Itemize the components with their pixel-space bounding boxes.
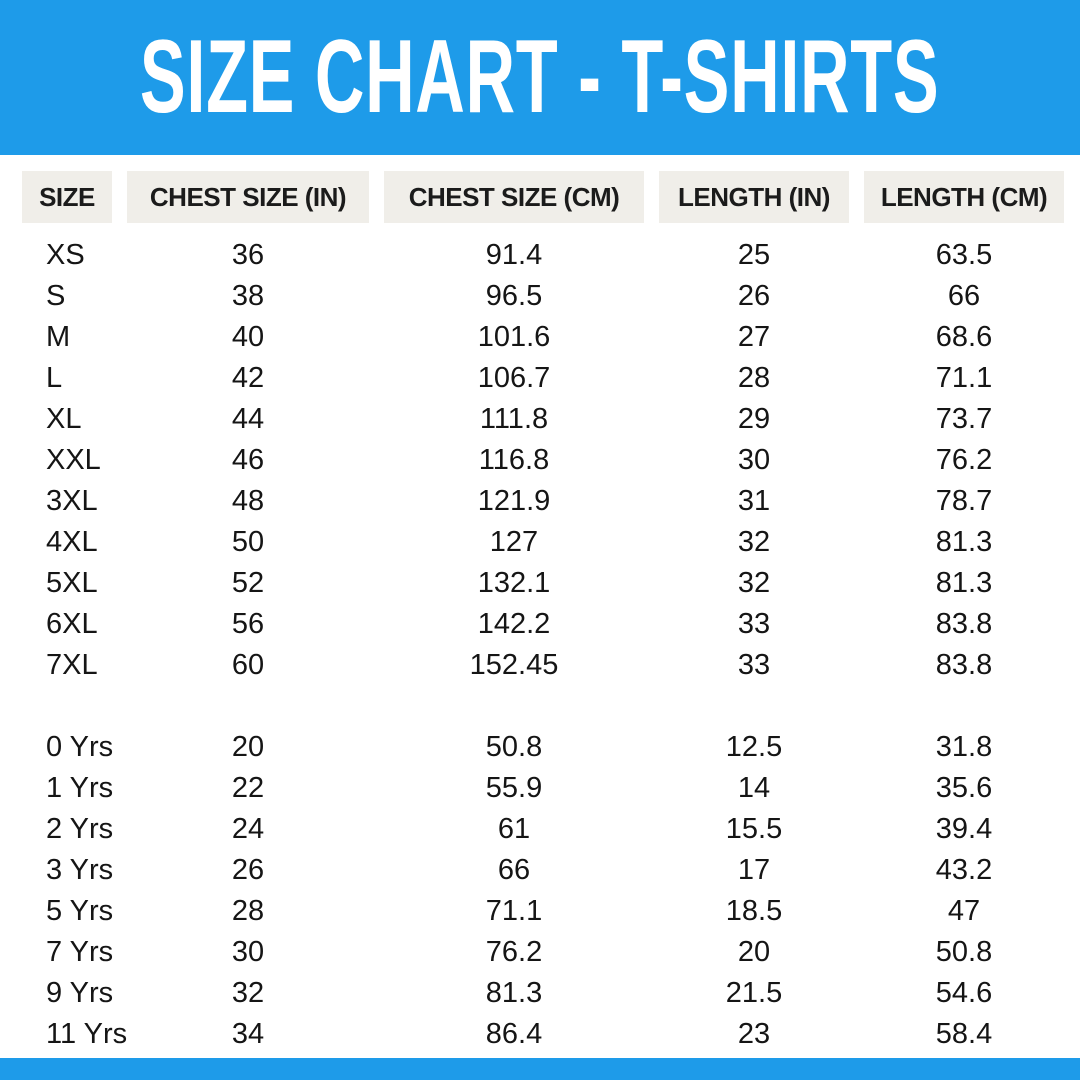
value-cell: 31.8 [935, 731, 993, 763]
value-cell: 43.2 [935, 854, 993, 886]
value-cell: 20 [231, 731, 265, 763]
value-cell: 44 [231, 403, 265, 435]
column-header-length-cm [864, 171, 1064, 223]
table-row [22, 850, 1080, 891]
size-label-cell: 2 Yrs [46, 813, 114, 845]
value-cell: 20 [737, 936, 771, 968]
value-cell: 24 [231, 813, 265, 845]
value-cell: 55.9 [485, 772, 543, 804]
value-cell: 76.2 [935, 444, 993, 476]
value-cell: 30 [737, 444, 771, 476]
value-cell: 81.3 [935, 567, 993, 599]
value-cell: 101.6 [477, 321, 551, 353]
table-row [22, 973, 1080, 1014]
value-cell: 78.7 [935, 485, 993, 517]
value-cell: 106.7 [477, 362, 551, 394]
value-cell: 81.3 [935, 526, 993, 558]
size-label-cell: XL [46, 403, 82, 435]
column-header-label: CHEST SIZE (IN) [149, 181, 347, 212]
value-cell: 42 [231, 362, 265, 394]
column-header-length-in [659, 171, 849, 223]
value-cell: 50 [231, 526, 265, 558]
size-label-cell: 9 Yrs [46, 977, 114, 1009]
size-label-cell: XS [46, 239, 85, 271]
size-label-cell: 7XL [46, 649, 98, 681]
column-header-label: CHEST SIZE (CM) [408, 181, 620, 212]
table-row [22, 1014, 1080, 1055]
column-header-size [22, 171, 112, 223]
value-cell: 96.5 [485, 280, 543, 312]
table-row [22, 932, 1080, 973]
size-label-cell: 11 Yrs [46, 1018, 128, 1050]
value-cell: 33 [737, 649, 771, 681]
value-cell: 83.8 [935, 649, 993, 681]
value-cell: 26 [737, 280, 771, 312]
value-cell: 121.9 [477, 485, 551, 517]
table-row [22, 727, 1080, 768]
value-cell: 71.1 [485, 895, 543, 927]
value-cell: 132.1 [477, 567, 551, 599]
value-cell: 30 [231, 936, 265, 968]
value-cell: 29 [737, 403, 771, 435]
value-cell: 152.45 [469, 649, 559, 681]
column-header-label: LENGTH (CM) [880, 181, 1048, 212]
value-cell: 36 [231, 239, 265, 271]
table-row [22, 276, 1080, 317]
value-cell: 63.5 [935, 239, 993, 271]
value-cell: 32 [737, 567, 771, 599]
size-label-cell: 3XL [46, 485, 98, 517]
table-row [22, 317, 1080, 358]
value-cell: 47 [947, 895, 981, 927]
value-cell: 27 [737, 321, 771, 353]
value-cell: 17 [737, 854, 771, 886]
value-cell: 68.6 [935, 321, 993, 353]
table-row [22, 358, 1080, 399]
value-cell: 71.1 [935, 362, 993, 394]
value-cell: 76.2 [485, 936, 543, 968]
size-label-cell: 3 Yrs [46, 854, 114, 886]
value-cell: 56 [231, 608, 265, 640]
value-cell: 14 [737, 772, 771, 804]
value-cell: 40 [231, 321, 265, 353]
table-row [22, 235, 1080, 276]
size-label-cell: 1 Yrs [46, 772, 114, 804]
table-row [22, 399, 1080, 440]
value-cell: 32 [737, 526, 771, 558]
value-cell: 66 [497, 854, 531, 886]
value-cell: 46 [231, 444, 265, 476]
column-header-label: SIZE [39, 181, 95, 212]
value-cell: 83.8 [935, 608, 993, 640]
adult-sizes-section [22, 235, 1080, 686]
size-label-cell: S [46, 280, 66, 312]
value-cell: 91.4 [485, 239, 543, 271]
table-row [22, 563, 1080, 604]
column-header-chest-cm [384, 171, 644, 223]
value-cell: 66 [947, 280, 981, 312]
value-cell: 15.5 [725, 813, 783, 845]
value-cell: 22 [231, 772, 265, 804]
footer-accent-bar [0, 1058, 1080, 1080]
value-cell: 23 [737, 1018, 771, 1050]
value-cell: 34 [231, 1018, 265, 1050]
value-cell: 18.5 [725, 895, 783, 927]
table-row [22, 604, 1080, 645]
value-cell: 50.8 [485, 731, 543, 763]
size-label-cell: 6XL [46, 608, 98, 640]
value-cell: 38 [231, 280, 265, 312]
value-cell: 116.8 [478, 444, 550, 476]
column-header-chest-in [127, 171, 369, 223]
size-label-cell: 7 Yrs [46, 936, 114, 968]
size-label-cell: XXL [46, 444, 101, 476]
value-cell: 73.7 [935, 403, 993, 435]
value-cell: 28 [231, 895, 265, 927]
value-cell: 48 [231, 485, 265, 517]
value-cell: 54.6 [935, 977, 993, 1009]
value-cell: 32 [231, 977, 265, 1009]
value-cell: 26 [231, 854, 265, 886]
value-cell: 58.4 [935, 1018, 993, 1050]
value-cell: 33 [737, 608, 771, 640]
size-label-cell: L [46, 362, 63, 394]
table-row [22, 440, 1080, 481]
value-cell: 50.8 [935, 936, 993, 968]
value-cell: 12.5 [725, 731, 783, 763]
value-cell: 127 [489, 526, 539, 558]
value-cell: 81.3 [485, 977, 543, 1009]
value-cell: 35.6 [935, 772, 993, 804]
size-label-cell: 5XL [46, 567, 98, 599]
size-label-cell: 5 Yrs [46, 895, 114, 927]
value-cell: 142.2 [477, 608, 551, 640]
value-cell: 39.4 [935, 813, 993, 845]
kids-sizes-section [22, 727, 1080, 1055]
page-title: SIZE CHART - T-SHIRTS [140, 19, 940, 135]
size-label-cell: 0 Yrs [46, 731, 114, 763]
value-cell: 52 [231, 567, 265, 599]
value-cell: 111.8 [479, 403, 549, 435]
table-header-row [22, 171, 1080, 223]
value-cell: 61 [497, 813, 531, 845]
size-label-cell: 4XL [46, 526, 98, 558]
column-header-label: LENGTH (IN) [678, 181, 830, 212]
value-cell: 86.4 [485, 1018, 543, 1050]
table-row [22, 809, 1080, 850]
title-banner [0, 0, 1080, 155]
value-cell: 60 [231, 649, 265, 681]
value-cell: 28 [737, 362, 771, 394]
value-cell: 31 [737, 485, 771, 517]
table-row [22, 645, 1080, 686]
table-row [22, 768, 1080, 809]
table-row [22, 891, 1080, 932]
table-row [22, 522, 1080, 563]
value-cell: 25 [737, 239, 771, 271]
table-row [22, 481, 1080, 522]
size-table-body [22, 235, 1080, 1055]
size-label-cell: M [46, 321, 71, 353]
value-cell: 21.5 [725, 977, 783, 1009]
